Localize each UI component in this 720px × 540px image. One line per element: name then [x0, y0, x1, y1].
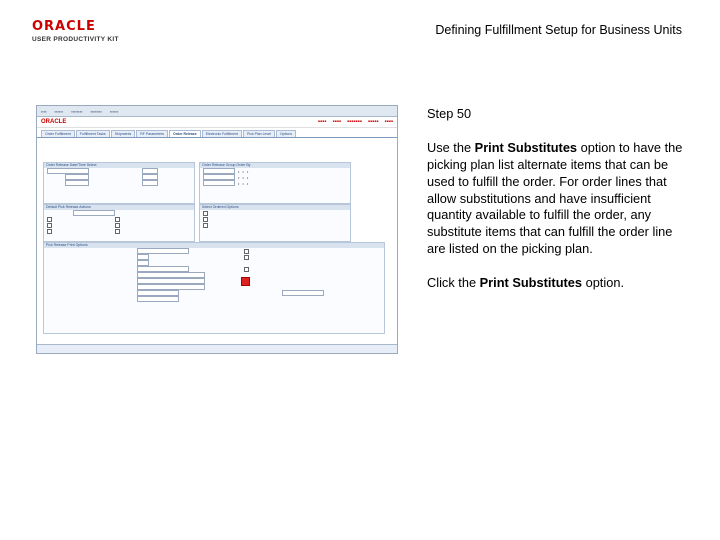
panel-print-options [43, 242, 385, 334]
application-screenshot [36, 105, 398, 354]
print-substitutes-checkbox[interactable] [241, 277, 250, 286]
screenshot-tabs [37, 128, 397, 138]
instruction-option-name: Print Substitutes [474, 139, 578, 155]
document-title: Defining Fulfillment Setup for Business Units [435, 23, 682, 37]
oracle-upk-logo [32, 20, 128, 43]
tab-rf-parameters[interactable]: RF Parameters [136, 130, 168, 137]
panel-default-actions-header: Default Pick Release Actions [44, 205, 194, 210]
tab-fulfillment-tasks[interactable]: Fulfillment Tasks [76, 130, 110, 137]
panel-ordered-options-header: Select Ordered Options [200, 205, 350, 210]
tab-order-fulfillment[interactable]: Order Fulfillment [41, 130, 75, 137]
logo-brand: ORACLE [32, 19, 96, 34]
panel-default-actions [43, 204, 195, 242]
action-text-pre: Click the [427, 275, 480, 291]
panel-ordered-options [199, 204, 351, 242]
panel-release-datetime [43, 162, 195, 204]
action-text-post: option. [582, 275, 624, 291]
panel-release-datetime-header: Order Release Date/Time Select [44, 163, 194, 168]
step-label: Step 50 [427, 106, 472, 121]
screenshot-nav-bar: ▪▪▪▪ ▪▪▪▪▪▪ ▪▪▪▪▪▪▪▪ ▪▪▪▪▪▪▪▪ ▪▪▪▪▪▪ [37, 106, 397, 117]
action-option-name: Print Substitutes [479, 275, 583, 291]
panel-print-options-header: Pick Release Print Options [44, 243, 384, 248]
action-paragraph [427, 275, 689, 292]
screenshot-header-links: ▪▪▪▪ ▪▪▪▪ ▪▪▪▪▪▪▪ ▪▪▪▪▪ ▪▪▪▪ [317, 119, 393, 125]
screenshot-status-bar [37, 344, 397, 353]
instruction-text-pre: Use the [427, 139, 475, 155]
tab-electronic-fulfillment[interactable]: Electronic Fulfillment [202, 130, 242, 137]
tab-options[interactable]: Options [276, 130, 296, 137]
tab-shipments[interactable]: Shipments [111, 130, 136, 137]
instruction-text [427, 106, 689, 309]
tab-pick-plan-level[interactable]: Pick Plan Level [243, 130, 275, 137]
logo-product: USER PRODUCTIVITY KIT [32, 36, 119, 43]
panel-group-order-by: Order Release Group Order By • • • • • • • • • [199, 162, 351, 204]
instruction-paragraph [427, 140, 689, 258]
screenshot-brand: ORACLE [41, 119, 67, 125]
screenshot-brand-bar [37, 117, 397, 128]
instruction-text-post: option to have the picking plan list alternate items that can be used to fulfill the order. For order lines that allow substitutions and have insufficient quantity available to fulfill the order, any substitute items that can fulfill the order line are listed on the picking plan. [427, 139, 683, 257]
panel-group-order-by-header: Order Release Group Order By [200, 163, 350, 168]
tab-order-release[interactable]: Order Release [169, 130, 201, 137]
